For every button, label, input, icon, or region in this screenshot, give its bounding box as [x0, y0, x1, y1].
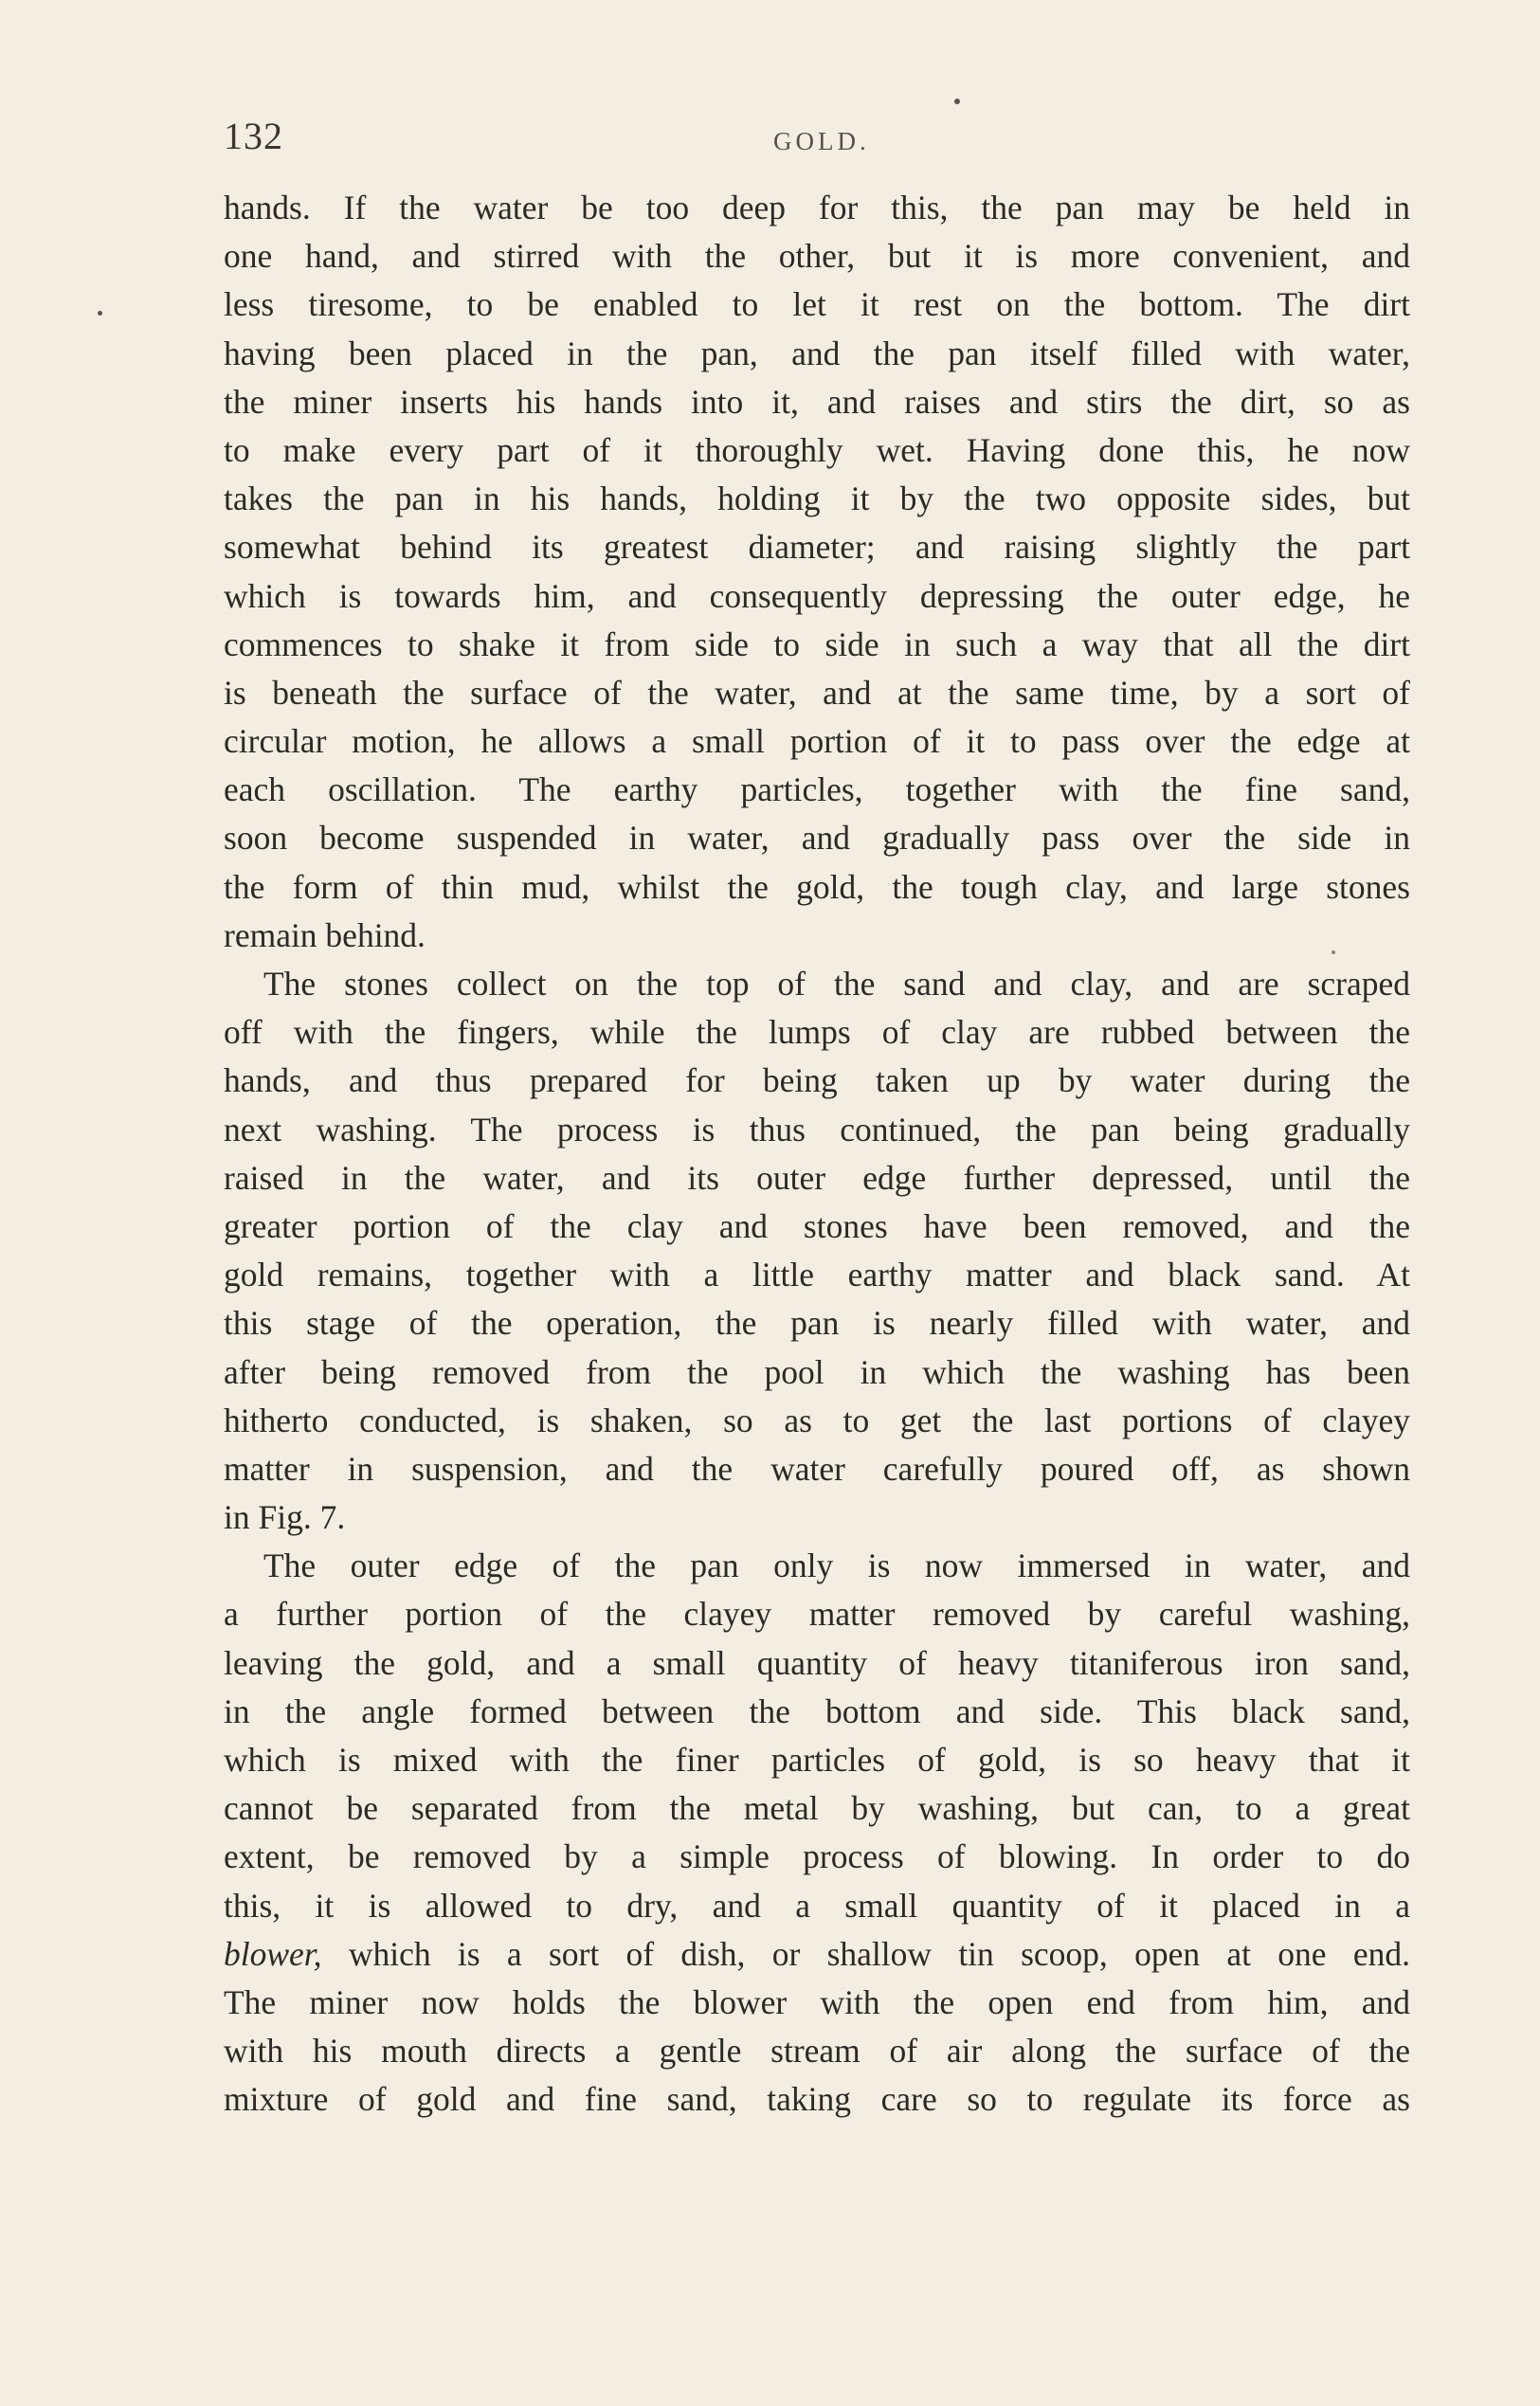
- text-line: next washing. The process is thus continued, the pan being gradually: [224, 1110, 1410, 1149]
- text-line: mixture of gold and fine sand, taking care so to regulate its force as: [224, 2080, 1410, 2119]
- text-line: which is mixed with the finer particles of gold, is so heavy that it: [224, 1741, 1410, 1779]
- text-line: in the angle formed between the bottom and side. This black sand,: [224, 1691, 1410, 1730]
- text-line: in Fig. 7.: [224, 1498, 346, 1537]
- text-line: The miner now holds the blower with the open end from him, and: [224, 1982, 1410, 2021]
- text-line: soon become suspended in water, and gradually pass over the side in: [224, 819, 1410, 858]
- text-line-italic: [224, 1930, 1410, 1979]
- italic-term: blower,: [224, 1934, 322, 1973]
- text-line: the form of thin mud, whilst the gold, the tough clay, and large stones: [224, 867, 1410, 906]
- text-line: raised in the water, and its outer edge further depressed, until the: [224, 1158, 1410, 1197]
- text-line: takes the pan in his hands, holding it by the two opposite sides, but: [224, 479, 1410, 518]
- text-line: matter in suspension, and the water carefully poured off, as shown: [224, 1449, 1410, 1488]
- scan-speck: [954, 99, 960, 104]
- text-line: off with the fingers, while the lumps of clay are rubbed between the: [224, 1013, 1410, 1052]
- text-line: hands. If the water be too deep for this, the pan may be held in: [224, 189, 1410, 226]
- text-line: with his mouth directs a gentle stream of air along the surface of the: [224, 2032, 1410, 2071]
- text-line: The stones collect on the top of the sand and clay, and are scraped: [263, 965, 1410, 1003]
- text-line: remain behind.: [224, 915, 426, 954]
- text-line: The outer edge of the pan only is now immersed in water, and: [263, 1547, 1410, 1585]
- text-line: greater portion of the clay and stones have been removed, and the: [224, 1206, 1410, 1245]
- text-line: is beneath the surface of the water, and at the same time, by a sort of: [224, 673, 1410, 712]
- text-line: which is towards him, and consequently depressing the outer edge, he: [224, 576, 1410, 615]
- text-line: a further portion of the clayey matter removed by careful washing,: [224, 1595, 1410, 1634]
- text-line: extent, be removed by a simple process of blowing. In order to do: [224, 1837, 1410, 1876]
- text-line: leaving the gold, and a small quantity of heavy titaniferous iron sand,: [224, 1643, 1410, 1682]
- scan-speck: [98, 311, 102, 316]
- running-head: GOLD.: [773, 127, 870, 155]
- text-line: somewhat behind its greatest diameter; and raising slightly the part: [224, 528, 1410, 567]
- text-line: having been placed in the pan, and the pan itself filled with water,: [224, 334, 1410, 372]
- text-line: one hand, and stirred with the other, but it is more convenient, and: [224, 237, 1410, 276]
- text-line: hitherto conducted, is shaken, so as to get the last portions of clayey: [224, 1401, 1410, 1439]
- text-line: less tiresome, to be enabled to let it rest on the bottom. The dirt: [224, 285, 1410, 324]
- text-line: this, it is allowed to dry, and a small quantity of it placed in a: [224, 1886, 1410, 1925]
- text-line: commences to shake it from side to side in such a way that all the dirt: [224, 624, 1410, 663]
- text-line: the miner inserts his hands into it, and raises and stirs the dirt, so as: [224, 382, 1410, 421]
- italic-line-rest: which is a sort of dish, or shallow tin scoop, open at one end.: [321, 1934, 1410, 1973]
- text-line: circular motion, he allows a small portion of it to pass over the edge at: [224, 722, 1410, 761]
- text-line: gold remains, together with a little earthy matter and black sand. At: [224, 1256, 1410, 1294]
- text-line: cannot be separated from the metal by washing, but can, to a great: [224, 1789, 1410, 1828]
- text-line: this stage of the operation, the pan is nearly filled with water, and: [224, 1304, 1410, 1343]
- body-text: [224, 184, 1410, 2125]
- scan-speck: [1332, 950, 1335, 954]
- text-line: hands, and thus prepared for being taken up by water during the: [224, 1061, 1410, 1100]
- page-header: [224, 114, 1410, 171]
- text-line: each oscillation. The earthy particles, together with the fine sand,: [224, 770, 1410, 809]
- text-line: after being removed from the pool in which the washing has been: [224, 1352, 1410, 1391]
- page-number: 132: [224, 115, 283, 157]
- text-line: to make every part of it thoroughly wet. Having done this, he now: [224, 430, 1410, 469]
